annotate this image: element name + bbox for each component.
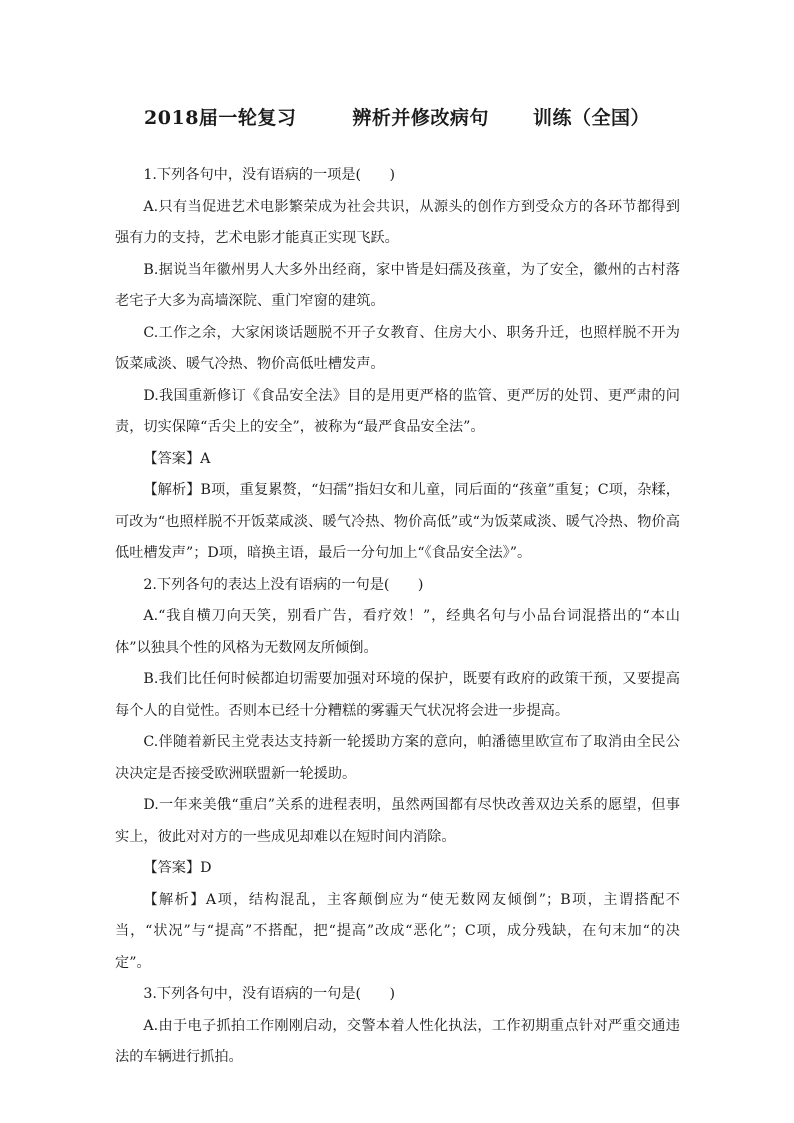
question-1-explanation: 【解析】B项，重复累赘，“妇孺”指妇女和儿童，同后面的“孩童”重复；C项，杂糅，可改为“也照样脱不开饭菜咸淡、暖气冷热、物价高低”或“为饭菜咸淡、暖气冷热、物价高低吐槽发声”；D项，暗换主语，最后一分句加上“《食品安全法》”。 xyxy=(115,482,680,561)
title-part-topic: 辨析并修改病句 xyxy=(352,107,489,129)
question-2-explanation: 【解析】A项，结构混乱，主客颠倒应为“使无数网友倾倒”；B项，主谓搭配不当，“状况”与“提高”不搭配，把“提高”改成“恶化”；C项，成分残缺，在句末加“的决定”。 xyxy=(115,891,680,971)
question-3-stem: 3.下列各句中，没有语病的一句是( ) xyxy=(143,986,395,1002)
question-2-option-c: C.伴随着新民主党表达支持新一轮援助方案的意向，帕潘德里欧宣布了取消由全民公决决定是否接受欧洲联盟新一轮援助。 xyxy=(115,734,680,782)
question-2-answer: 【答案】D xyxy=(143,860,212,876)
question-2-option-b: B.我们比任何时候都迫切需要加强对环境的保护，既要有政府的政策干预，又要提高每个人的自觉性。否则本已经十分糟糕的雾霾天气状况将会进一步提高。 xyxy=(115,671,680,719)
title-part-scope: 训练（全国） xyxy=(532,107,650,129)
question-1-option-d: D.我国重新修订《食品安全法》目的是用更严格的监管、更严厉的处罚、更严肃的问责，切实保障“舌尖上的安全”，被称为“最严食品安全法”。 xyxy=(115,387,680,435)
question-3-option-a: A.由于电子抓拍工作刚刚启动，交警本着人性化执法，工作初期重点针对严重交通违法的车辆进行抓拍。 xyxy=(115,1017,680,1065)
question-2-option-d: D.一年来美俄“重启”关系的进程表明，虽然两国都有尽快改善双边关系的愿望，但事实上，彼此对对方的一些成见却难以在短时间内消除。 xyxy=(115,797,680,845)
document-body xyxy=(115,160,680,1074)
question-1-option-c: C.工作之余，大家闲谈话题脱不开子女教育、住房大小、职务升迁，也照样脱不开为饭菜咸淡、暖气冷热、物价高低吐槽发声。 xyxy=(115,324,680,372)
question-1-option-a: A.只有当促进艺术电影繁荣成为社会共识，从源头的创作方到受众方的各环节都得到强有力的支持，艺术电影才能真正实现飞跃。 xyxy=(115,198,680,246)
title-part-grade: 2018届一轮复习 xyxy=(144,107,297,129)
question-1-answer: 【答案】A xyxy=(143,450,211,467)
document-title xyxy=(0,103,794,130)
question-1-option-b: B.据说当年徽州男人大多外出经商，家中皆是妇孺及孩童，为了安全，徽州的古村落老宅子大多为高墙深院、重门窄窗的建筑。 xyxy=(115,261,680,309)
question-2-option-a: A.“我自横刀向天笑，别看广告，看疗效！”，经典名句与小品台词混搭出的“本山体”以独具个性的风格为无数网友所倾倒。 xyxy=(115,608,680,656)
question-2-stem: 2.下列各句的表达上没有语病的一句是( ) xyxy=(143,576,424,593)
question-1-stem: 1.下列各句中，没有语病的一项是( ) xyxy=(143,167,395,183)
